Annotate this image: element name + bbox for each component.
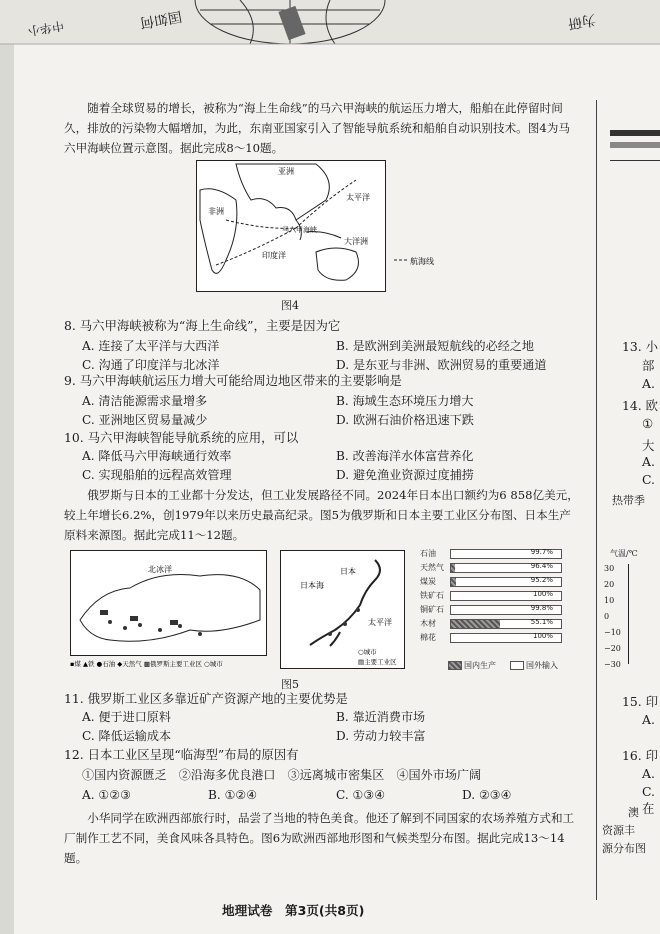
right-q16c: C. 在 [642, 784, 655, 816]
column-divider [596, 100, 597, 900]
bar-track [450, 591, 562, 601]
climate-tick-label: −20 [604, 644, 621, 653]
q12-option-d[interactable]: D. ②③④ [462, 788, 512, 802]
right-q13: 13. 小 [622, 339, 659, 354]
legend-import: 国外输入 [526, 661, 558, 670]
figure-4-map [196, 160, 476, 300]
right-q14-c2: 大 [642, 438, 655, 453]
passage-europe: 小华同学在欧洲西部旅行时，品尝了当地的特色美食。他还了解到不同国家的农场养殖方式和工厂制作工艺不同，美食风味各具特色。图6为欧洲西部地形图和气候类型分布图。据此完成13～14题。 [64, 811, 575, 865]
bar-value-label: 96.4% [530, 562, 553, 570]
top-fragment-2: 国如何 [138, 7, 183, 31]
climate-tick-label: −30 [604, 660, 621, 669]
legend-swatch-import [510, 661, 524, 670]
fig5-japan-legend-city: ○城市 [358, 648, 377, 656]
right-chart-label: 气温/℃ [610, 549, 638, 558]
right-q13b: 部 [642, 358, 655, 373]
right-q16a: A. [642, 766, 655, 781]
bar-value-label: 99.7% [530, 548, 553, 556]
fig5-label-pacific: 太平洋 [368, 618, 392, 627]
bar-category-label: 石油 [420, 549, 436, 558]
q12-option-b[interactable]: B. ①②④ [208, 788, 258, 802]
figure-5-caption: 图5 [281, 678, 299, 691]
q9-option-d[interactable]: D. 欧洲石油价格迅速下跌 [336, 413, 474, 427]
climate-tick-label: 30 [604, 564, 615, 573]
q10-option-c[interactable]: C. 实现船舶的远程高效管理 [82, 468, 232, 482]
bar-value-label: 100% [532, 590, 553, 598]
right-q15: 15. 印 [622, 694, 659, 709]
bar-value-label: 99.8% [530, 604, 553, 612]
q8-option-d[interactable]: D. 是东亚与非洲、欧洲贸易的重要通道 [336, 358, 547, 372]
climate-tick-label: 0 [604, 612, 610, 621]
q12-option-a[interactable]: A. ①②③ [82, 788, 131, 802]
climate-tick-label: −10 [604, 628, 621, 637]
q11-option-c[interactable]: C. 降低运输成本 [82, 729, 172, 743]
right-hot: 热带季 [612, 494, 645, 507]
bar-track [450, 563, 562, 573]
q10-option-b[interactable]: B. 改善海洋水体富营养化 [336, 449, 474, 463]
top-fragment-3: 为研 [566, 10, 598, 32]
bar-domestic-segment [451, 620, 500, 628]
top-strip [0, 0, 660, 70]
q12-stem: 12. 日本工业区呈现“临海型”布局的原因有 [64, 747, 299, 762]
passage-industry: 俄罗斯与日本的工业都十分发达，但工业发展路径不同。2024年日本出口额约为6 858亿美元，较上年增长6.2%，创1979年以来历史最高纪录。图5为俄罗斯和日本主要工业区分布图、日本生产原料来源图。据此完成11～12题。 [64, 488, 579, 542]
fig5-label-japan-sea: 日本海 [300, 581, 324, 590]
right-q14c: C. [642, 472, 655, 487]
bar-domestic-segment [451, 564, 455, 572]
right-p2: 资源丰 [602, 824, 635, 837]
figure-4-caption: 图4 [281, 299, 299, 312]
right-q14-c1: ① [642, 416, 654, 431]
bar-category-label: 棉花 [420, 633, 436, 642]
right-q16: 16. 印 [622, 748, 659, 763]
fig5-russia-legend: ▪煤 ▲铁 ●石油 ◆天然气 ▩俄罗斯主要工业区 ○城市 [70, 660, 223, 668]
fig4-label-africa: 非洲 [208, 207, 224, 216]
fig5-label-arctic: 北冰洋 [148, 565, 172, 574]
passage-malacca: 随着全球贸易的增长，被称为“海上生命线”的马六甲海峡的航运压力增大，船舶在此停留时间久，排放的污染物大幅增加，为此，东南亚国家引入了智能导航系统和船舶自动识别技术。图4为马六甲海峡位置示意图。据此完成8～10题。 [64, 101, 570, 155]
right-p3: 源分布图 [602, 842, 646, 855]
q8-option-a[interactable]: A. 连接了太平洋与大西洋 [82, 339, 220, 353]
fig4-legend-route: 航海线 [410, 257, 434, 266]
q8-option-c[interactable]: C. 沟通了印度洋与北冰洋 [82, 358, 220, 372]
q11-option-b[interactable]: B. 靠近消费市场 [336, 710, 426, 724]
bar-value-label: 95.2% [530, 576, 553, 584]
bar-category-label: 天然气 [420, 563, 444, 572]
q10-option-d[interactable]: D. 避免渔业资源过度捕捞 [336, 468, 474, 482]
top-globe-graphic [0, 0, 660, 70]
right-q14a: A. [642, 454, 655, 469]
fig4-label-asia: 亚洲 [278, 167, 294, 176]
q8-option-b[interactable]: B. 是欧洲到美洲最短航线的必经之地 [336, 339, 534, 353]
bar-category-label: 木材 [420, 619, 436, 628]
top-fragment-1: 中华小 [26, 17, 65, 39]
climate-tick-label: 20 [604, 580, 615, 589]
q9-stem: 9. 马六甲海峡航运压力增大可能给周边地区带来的主要影响是 [64, 373, 402, 388]
bar-track [450, 577, 562, 587]
bar-value-label: 100% [532, 632, 553, 640]
right-p1: 澳 [628, 806, 639, 819]
bar-track [450, 633, 562, 643]
bar-domestic-segment [451, 578, 456, 586]
q11-stem: 11. 俄罗斯工业区多靠近矿产资源产地的主要优势是 [64, 691, 348, 706]
q8-stem: 8. 马六甲海峡被称为“海上生命线”，主要是因为它 [64, 318, 341, 333]
figure-5-bar-chart [420, 544, 570, 674]
fig5-label-japan: 日本 [340, 567, 356, 576]
right-top-figure [600, 120, 660, 180]
fig4-label-pacific: 太平洋 [346, 193, 370, 202]
page-footer: 地理试卷 第3页(共8页) [222, 903, 365, 918]
q10-stem: 10. 马六甲海峡智能导航系统的应用，可以 [64, 430, 299, 445]
fig4-label-oceania: 大洋洲 [344, 237, 368, 246]
bar-track [450, 605, 562, 615]
legend-domestic: 国内生产 [464, 661, 496, 670]
right-q14: 14. 欧 [622, 398, 659, 413]
q10-option-a[interactable]: A. 降低马六甲海峡通行效率 [82, 449, 232, 463]
q9-option-a[interactable]: A. 清洁能源需求量增多 [82, 394, 208, 408]
figure-5-russia-map [70, 550, 270, 672]
fig5-japan-legend-zone: ▤主要工业区 [358, 658, 397, 666]
climate-tick-label: 10 [604, 596, 615, 605]
right-climate-chart [600, 560, 660, 670]
right-q13a: A. [642, 376, 655, 391]
bar-category-label: 铜矿石 [420, 605, 444, 614]
q12-items: ①国内资源匮乏 ②沿海多优良港口 ③远离城市密集区 ④国外市场广阔 [82, 768, 482, 782]
legend-swatch-domestic [448, 661, 462, 670]
bar-track [450, 549, 562, 559]
figure-5-japan-map [280, 550, 410, 672]
q12-option-c[interactable]: C. ①③④ [336, 788, 386, 802]
fig4-label-indian: 印度洋 [262, 251, 286, 260]
bar-category-label: 煤炭 [420, 577, 436, 586]
q9-option-c[interactable]: C. 亚洲地区贸易量减少 [82, 413, 208, 427]
bar-value-label: 55.1% [530, 618, 553, 626]
right-q15a: A. [642, 712, 655, 727]
q11-option-d[interactable]: D. 劳动力较丰富 [336, 729, 426, 743]
fig4-label-malacca: 马六甲海峡 [282, 226, 317, 234]
bar-track [450, 619, 562, 629]
q9-option-b[interactable]: B. 海域生态环境压力增大 [336, 394, 474, 408]
bar-category-label: 铁矿石 [420, 591, 444, 600]
q11-option-a[interactable]: A. 便于进口原料 [82, 710, 171, 724]
